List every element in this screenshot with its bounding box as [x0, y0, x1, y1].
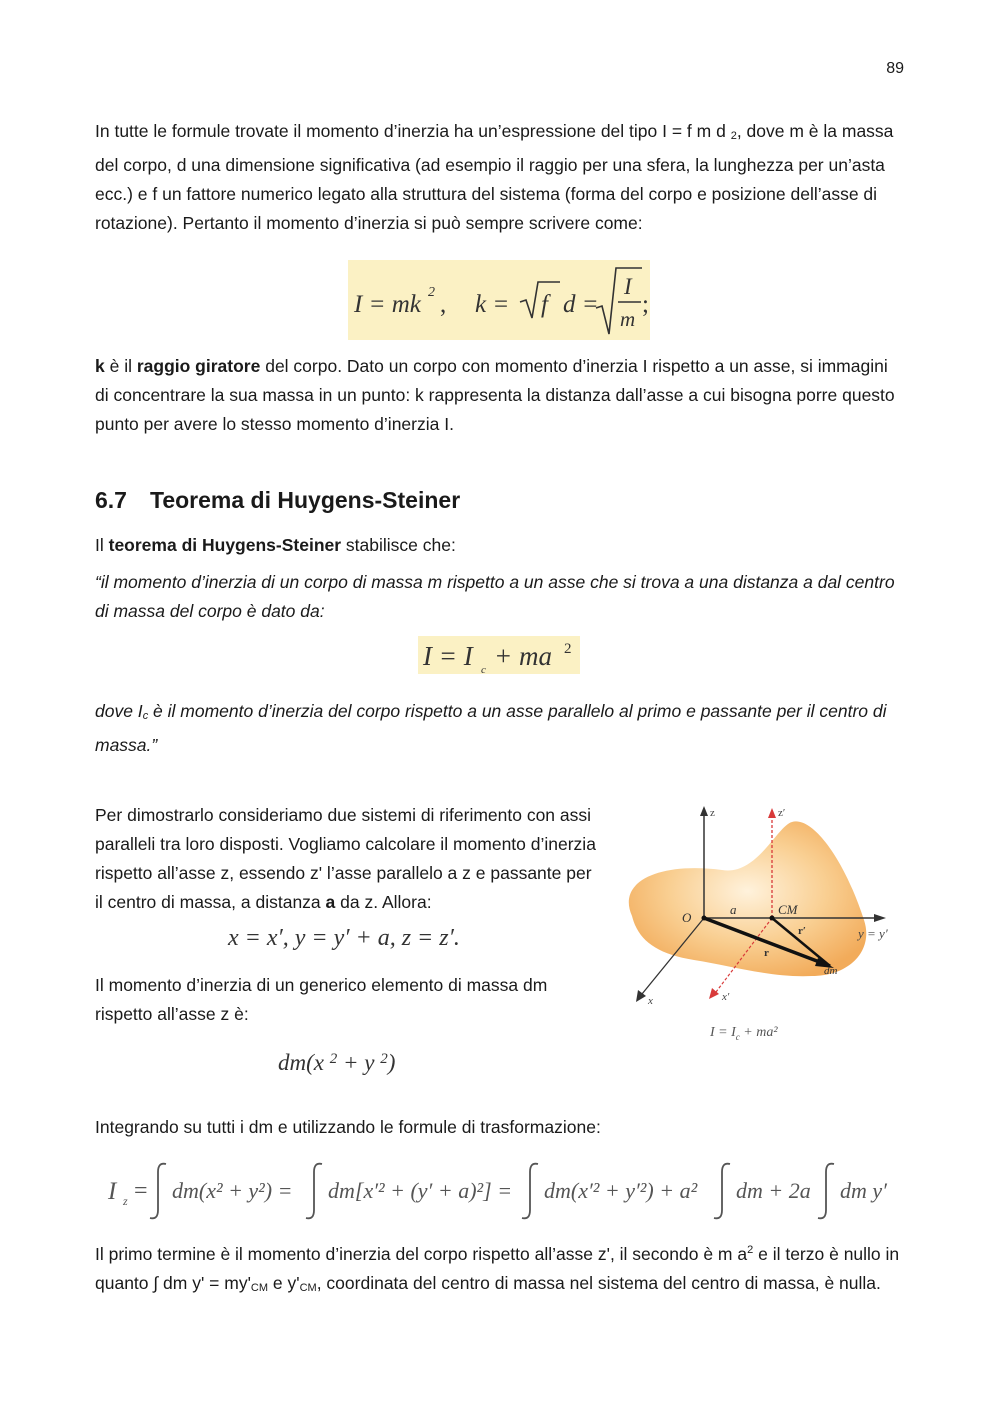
y-axis-arrow-icon	[874, 914, 886, 922]
z-axis-arrow-icon	[700, 806, 708, 816]
k-text-1: è il	[104, 356, 137, 376]
integral-sign-icon	[818, 1164, 834, 1219]
hs-subscript: c	[481, 664, 486, 674]
figure-caption	[709, 1025, 778, 1042]
caption-rest: + ma²	[739, 1025, 778, 1040]
section-title: Teorema di Huygens-Steiner	[150, 487, 461, 513]
final-text-2: e il terzo è nullo in quanto ∫ dm y' = my'	[95, 1244, 900, 1293]
distance-a: a	[325, 892, 336, 912]
rigid-body-shape	[629, 821, 866, 976]
ic-subscript: c	[142, 710, 149, 722]
radius-paragraph	[95, 352, 905, 439]
formula-huygens-steiner	[418, 636, 580, 674]
ic-text-1: dove I	[95, 701, 143, 721]
final-text-1: Il primo termine è il momento d’inerzia del corpo rispetto all’asse z', il secondo è m a	[95, 1244, 748, 1264]
integral-term-1: dm(x² + y²) =	[172, 1178, 293, 1203]
r-label: r	[764, 947, 769, 959]
hs-rhs: + ma	[494, 641, 552, 671]
integral-equation	[100, 1160, 900, 1222]
integrate-paragraph: Integrando su tutti i dm e utilizzando le formule di trasformazione:	[95, 1117, 601, 1137]
theorem-intro-text-2: stabilisce che:	[341, 535, 456, 555]
integral-lhs: I	[108, 1178, 117, 1205]
z-prime-arrow-icon	[768, 808, 776, 818]
parallel-axis-figure	[612, 798, 912, 1048]
final-sub-cm-1: CM	[250, 1282, 269, 1294]
theorem-intro-text-1: Il	[95, 535, 109, 555]
section-number: 6.7	[95, 487, 127, 513]
formula-k-exponent: 2	[428, 285, 435, 300]
hs-lhs: I = I	[423, 641, 473, 671]
integral-term-5: dm y′	[840, 1178, 887, 1203]
intro-text-2: , dove m è la massa del corpo, d una dimensione significativa (ad esempio il raggio per una sfera, la lunghezza per un’asta ecc.) e f un fattore numerico legato alla struttura del sistema (forma del corpo e posizione dell’asse di rotazione). Pertanto il momento d’inerzia si può sempre scrivere come:	[95, 121, 894, 233]
final-paragraph	[95, 1236, 905, 1303]
integral-sign-icon	[150, 1164, 166, 1219]
x-label: x	[648, 995, 653, 1007]
formula-k-comma: ,	[440, 291, 447, 318]
dm-exp-1: 2	[329, 1051, 338, 1067]
origin-label: O	[682, 910, 692, 925]
theorem-intro	[95, 531, 905, 560]
ic-text-2: è il momento d’inerzia del corpo rispetto a un asse parallelo al primo e passante per il centro di massa.”	[95, 701, 887, 755]
formula-k-d-eq: d =	[563, 291, 599, 318]
transform-equation: x = x′, y = y′ + a, z = z′.	[228, 925, 460, 951]
intro-subscript: 2	[730, 130, 737, 142]
dm-part-2: + y	[337, 1050, 381, 1075]
formula-k-eq: k =	[475, 291, 510, 318]
formula-k-f: f	[541, 291, 548, 318]
x-prime-label: x′	[722, 991, 730, 1003]
proof-paragraph	[95, 801, 600, 917]
formula-k-numerator: I	[624, 274, 632, 299]
origin-point	[702, 916, 707, 921]
dm-label: dm	[824, 965, 838, 977]
formula-k-lhs: I = mk	[354, 291, 421, 318]
proof-text-2: da z. Allora:	[335, 892, 432, 912]
dm-exp-2: 2	[380, 1051, 388, 1067]
k-text-2: del corpo. Dato un corpo con momento d’inerzia I rispetto a un asse, si immagini di concentrare la sua massa in un punto: k rappresenta la distanza dall’asse a cui bisogna porre questo punto per avere lo stesso momento d’inerzia I.	[95, 356, 895, 434]
intro-paragraph	[95, 117, 905, 238]
z-prime-label: z′	[778, 807, 786, 819]
ic-definition	[95, 697, 905, 760]
proof-text-1: Per dimostrarlo consideriamo due sistemi di riferimento con assi paralleli tra loro disposti. Vogliamo calcolare il momento d’inerzia rispetto all’asse z, essendo z' l’asse parallelo a z e passante per il centro di massa, a distanza	[95, 805, 596, 912]
final-text-3: e y'	[268, 1273, 300, 1293]
y-label: y = y′	[858, 926, 888, 941]
cm-label: CM	[778, 902, 798, 917]
raggio-giratore-term: raggio giratore	[136, 356, 261, 376]
z-label: z	[710, 807, 715, 819]
element-paragraph: Il momento d’inerzia di un generico elemento di massa dm rispetto all’asse z è:	[95, 975, 548, 1024]
formula-k-denominator: m	[620, 307, 636, 331]
theorem-quote: “il momento d’inerzia di un corpo di massa m rispetto a un asse che si trova a una distanza a dal centro di massa del corpo è dato da:	[95, 572, 895, 621]
k-symbol: k	[95, 356, 105, 376]
cm-point	[770, 916, 775, 921]
final-sub-cm-2: CM	[299, 1282, 317, 1294]
integral-term-3: dm(x′² + y′²) + a²	[544, 1178, 698, 1203]
hs-exponent: 2	[564, 641, 572, 657]
final-sup: 2	[747, 1244, 754, 1256]
distance-a-label: a	[730, 902, 737, 917]
formula-radius-of-gyration	[348, 260, 650, 340]
dm-equation	[278, 1050, 395, 1076]
integral-sign-icon	[306, 1164, 322, 1219]
integral-term-4: dm + 2a	[736, 1178, 811, 1203]
r-prime-label: r′	[798, 925, 806, 937]
caption-sub: c	[735, 1032, 740, 1042]
section-heading	[95, 487, 460, 514]
formula-k-semicolon: ;	[642, 291, 649, 318]
page-number: 89	[886, 60, 904, 77]
dm-part-1: dm(x	[278, 1050, 330, 1075]
sqrt-sign-icon	[520, 282, 560, 318]
svg-text:I = mk	[353, 291, 422, 318]
final-text-4: , coordinata del centro di massa nel sistema del centro di massa, è nulla.	[316, 1273, 881, 1293]
integral-lhs-sub: z	[123, 1194, 128, 1208]
dm-part-3: )	[387, 1050, 396, 1075]
integral-equals: =	[134, 1178, 148, 1204]
integral-term-2: dm[x′² + (y′ + a)²] =	[328, 1178, 513, 1203]
integral-sign-icon	[714, 1164, 730, 1219]
theorem-name: teorema di Huygens-Steiner	[108, 535, 342, 555]
caption-text: I = I	[710, 1025, 736, 1040]
integral-sign-icon	[522, 1164, 538, 1219]
intro-text: In tutte le formule trovate il momento d’inerzia ha un’espressione del tipo I = f m d	[95, 121, 731, 141]
